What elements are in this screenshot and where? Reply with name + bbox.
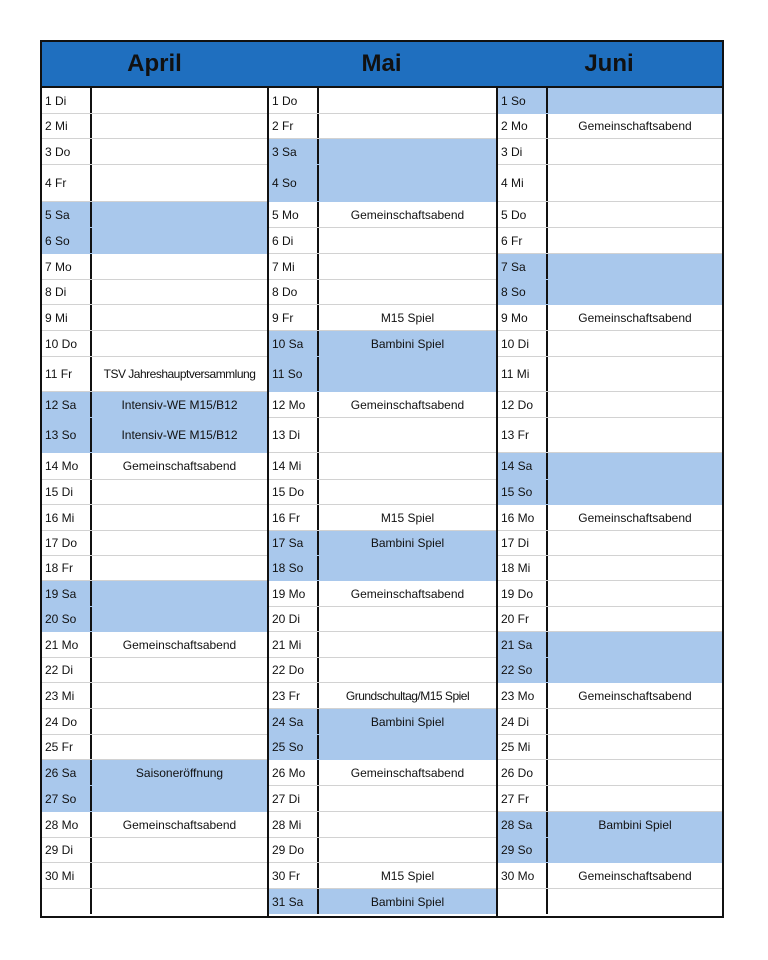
day-label: 23 Mi [45,688,75,703]
calendar-row [42,863,267,889]
calendar-row [498,254,722,280]
day-label: 25 So [272,740,304,754]
day-label: 27 Fr [501,791,530,806]
calendar-row [269,357,496,392]
day-label: 3 Sa [272,144,297,159]
day-label: 21 Mi [272,637,302,652]
calendar-row [498,556,722,581]
day-label: 25 Fr [45,740,74,754]
calendar-row [269,889,496,914]
day-label: 17 Sa [272,536,304,550]
calendar-row [269,202,496,228]
day-label: 17 Do [45,536,78,550]
calendar-row [269,331,496,357]
day-label: 12 Sa [45,397,77,412]
day-label: 19 Mo [272,586,306,601]
day-label: 12 Mo [272,397,306,412]
event-cell [546,607,722,631]
calendar-row [269,228,496,254]
calendar-row [42,202,267,228]
event-cell [90,88,267,113]
day-label: 11 Mi [501,367,530,381]
calendar-row [269,735,496,760]
event-cell: Grundschultag/M15 Spiel [317,683,496,708]
calendar-row [42,228,267,254]
event-cell [546,228,722,253]
calendar-row [42,683,267,709]
day-label: 7 Mi [272,259,295,274]
day-label: 26 Sa [45,765,77,780]
event-cell: Bambini Spiel [546,812,722,837]
day-label: 13 So [45,428,77,442]
day-label: 21 Sa [501,637,533,652]
event-cell [546,392,722,417]
event-cell [90,709,267,734]
event-cell: M15 Spiel [317,305,496,330]
calendar-row [498,228,722,254]
calendar-row [269,531,496,556]
day-label: 18 Mi [501,561,531,575]
event-cell [90,331,267,356]
event-cell: Gemeinschaftsabend [90,812,267,837]
event-cell: Bambini Spiel [317,889,496,914]
day-label: 12 Do [501,397,534,412]
event-cell: Intensiv-WE M15/B12 [90,392,267,417]
calendar-row [42,889,267,914]
day-label: 17 Di [501,536,530,550]
calendar-row [269,480,496,505]
calendar-row [269,165,496,202]
calendar-row [498,735,722,760]
event-cell: Bambini Spiel [317,531,496,555]
event-cell [317,357,496,391]
day-label: 15 Di [45,485,74,499]
calendar-row [269,392,496,418]
calendar-row [269,139,496,165]
day-label: 26 Do [501,765,534,780]
calendar-row [42,88,267,114]
calendar-row [42,139,267,165]
event-cell [546,280,722,304]
calendar-row [269,683,496,709]
event-cell: Gemeinschaftsabend [546,683,722,708]
day-label: 19 Do [501,586,534,601]
day-label [498,889,546,914]
event-cell [90,254,267,279]
calendar-row [498,88,722,114]
day-label: 10 Di [501,336,530,351]
event-cell: Gemeinschaftsabend [546,505,722,530]
calendar-row [498,165,722,202]
day-label: 8 Di [45,285,67,299]
calendar-row [498,838,722,863]
calendar-row [269,812,496,838]
calendar-row [498,305,722,331]
calendar-row [498,607,722,632]
event-cell [90,305,267,330]
event-cell [317,114,496,138]
calendar-row [498,581,722,607]
event-cell [546,531,722,555]
day-label: 8 Do [272,285,298,299]
calendar-row [269,114,496,139]
calendar-row [42,280,267,305]
event-cell [546,453,722,479]
event-cell [317,556,496,580]
calendar-row [498,786,722,812]
calendar-row [498,202,722,228]
calendar-row [42,114,267,139]
day-label: 10 Sa [272,336,304,351]
calendar-row [42,735,267,760]
calendar-row [269,505,496,531]
calendar-row [42,760,267,786]
day-label: 28 Mo [45,817,79,832]
calendar-row [42,709,267,735]
day-label: 31 Sa [272,894,304,909]
calendar-row [269,418,496,453]
day-label: 4 So [272,176,297,190]
day-label: 30 Mo [501,868,535,883]
calendar-row [269,88,496,114]
event-cell [90,556,267,580]
event-cell [317,786,496,811]
calendar-row [42,418,267,453]
event-cell [317,228,496,253]
event-cell [90,838,267,862]
calendar-row [42,531,267,556]
event-cell: Gemeinschaftsabend [546,114,722,138]
event-cell [90,786,267,811]
calendar-row [498,480,722,505]
event-cell: M15 Spiel [317,505,496,530]
event-cell [317,453,496,479]
calendar-row [498,114,722,139]
event-cell [90,280,267,304]
event-cell [317,165,496,201]
event-cell: Gemeinschaftsabend [546,863,722,888]
event-cell [317,139,496,164]
day-label: 23 Mo [501,688,535,703]
day-label: 30 Fr [272,868,301,883]
day-label: 5 Mo [272,207,299,222]
event-cell: Gemeinschaftsabend [90,453,267,479]
calendar-row [42,254,267,280]
calendar-row [498,531,722,556]
event-cell [546,88,722,113]
day-label: 7 Mo [45,259,72,274]
calendar-row [42,305,267,331]
day-label: 26 Mo [272,765,306,780]
day-label: 27 Di [272,791,301,806]
event-cell [546,202,722,227]
day-label: 9 Fr [272,310,294,325]
calendar-row [269,658,496,683]
calendar-row [42,838,267,863]
calendar-row [269,453,496,480]
event-cell [546,418,722,452]
day-label: 2 Mo [501,119,528,133]
event-cell [546,658,722,682]
day-label: 6 So [45,233,70,248]
event-cell [546,556,722,580]
day-label: 5 Sa [45,207,70,222]
calendar-row [269,786,496,812]
day-label: 19 Sa [45,586,77,601]
calendar-row [498,683,722,709]
day-label: 20 Fr [501,612,530,626]
event-cell [317,418,496,452]
event-cell: Gemeinschaftsabend [90,632,267,657]
month-column-mai [267,88,496,916]
day-label: 18 So [272,561,304,575]
day-label: 18 Fr [45,561,74,575]
calendar-row [498,632,722,658]
calendar-row [269,280,496,305]
day-label: 2 Mi [45,119,68,133]
day-label: 14 Mo [45,459,79,473]
day-label: 8 So [501,285,526,299]
day-label: 25 Mi [501,740,531,754]
event-cell [90,202,267,227]
calendar-row [42,632,267,658]
calendar-row [269,607,496,632]
event-cell [317,280,496,304]
event-cell [90,581,267,606]
event-cell [546,786,722,811]
day-label: 22 Di [45,663,74,677]
event-cell: Bambini Spiel [317,709,496,734]
calendar-row [498,331,722,357]
day-label: 1 So [501,93,526,108]
calendar-row [269,254,496,280]
day-label: 3 Do [45,144,71,159]
event-cell [317,632,496,657]
calendar-row [498,863,722,889]
event-cell: M15 Spiel [317,863,496,888]
day-label: 11 Fr [45,367,73,381]
day-label: 29 So [501,843,533,857]
day-label: 20 So [45,612,77,626]
calendar-row [42,357,267,392]
calendar-row [498,889,722,914]
event-cell [546,165,722,201]
event-cell [546,760,722,785]
day-label: 1 Do [272,93,298,108]
calendar-row [498,139,722,165]
day-label: 14 Sa [501,459,533,473]
event-cell [317,812,496,837]
event-cell [90,607,267,631]
event-cell [546,139,722,164]
calendar-row [42,392,267,418]
calendar-row [42,786,267,812]
calendar-row [42,453,267,480]
calendar-row [498,392,722,418]
event-cell [546,709,722,734]
day-label: 28 Mi [272,817,302,832]
calendar-row [498,812,722,838]
day-label: 16 Mo [501,510,535,525]
event-cell [546,331,722,356]
calendar-row [269,305,496,331]
header-juni: Juni [496,42,722,88]
day-label: 13 Di [272,428,301,442]
day-label: 15 So [501,485,533,499]
calendar-row [269,863,496,889]
calendar-row [269,838,496,863]
day-label: 15 Do [272,485,305,499]
event-cell [90,228,267,253]
day-label: 6 Di [272,233,294,248]
event-cell [90,735,267,759]
calendar-row [498,658,722,683]
day-label: 3 Di [501,144,523,159]
header-april: April [42,42,267,88]
calendar-row [498,505,722,531]
day-label: 24 Do [45,714,78,729]
event-cell [546,357,722,391]
calendar-row [42,581,267,607]
event-cell [546,838,722,862]
calendar-row [42,505,267,531]
day-label: 10 Do [45,336,78,351]
day-label: 20 Di [272,612,301,626]
event-cell [546,735,722,759]
calendar-row [42,658,267,683]
month-column-juni [496,88,722,916]
header-mai: Mai [267,42,496,88]
event-cell [90,480,267,504]
day-label: 4 Fr [45,176,67,190]
day-label: 11 So [272,367,303,381]
event-cell: TSV Jahreshauptversammlung [90,357,267,391]
calendar-row [42,556,267,581]
day-label: 9 Mi [45,310,68,325]
calendar-table [40,40,724,918]
event-cell: Intensiv-WE M15/B12 [90,418,267,452]
day-label: 29 Di [45,843,74,857]
calendar-row [42,165,267,202]
day-label [42,889,90,914]
event-cell [546,632,722,657]
calendar-row [269,556,496,581]
calendar-row [269,581,496,607]
day-label: 21 Mo [45,637,79,652]
calendar-row [498,760,722,786]
day-label: 4 Mi [501,176,524,190]
calendar-row [498,357,722,392]
day-label: 24 Di [501,714,530,729]
event-cell [317,88,496,113]
calendar-row [42,480,267,505]
event-cell: Gemeinschaftsabend [317,581,496,606]
day-label: 2 Fr [272,119,294,133]
day-label: 24 Sa [272,714,304,729]
event-cell [546,581,722,606]
day-label: 30 Mi [45,868,75,883]
event-cell [90,139,267,164]
calendar-row [498,709,722,735]
event-cell [546,889,722,914]
day-label: 1 Di [45,93,67,108]
event-cell [317,658,496,682]
event-cell: Gemeinschaftsabend [546,305,722,330]
event-cell [90,114,267,138]
event-cell: Bambini Spiel [317,331,496,356]
day-label: 16 Fr [272,510,301,525]
day-label: 5 Do [501,207,527,222]
month-column-april [42,88,267,916]
event-cell [90,863,267,888]
day-label: 28 Sa [501,817,533,832]
event-cell [317,480,496,504]
calendar-row [42,812,267,838]
event-cell [317,254,496,279]
event-cell [317,607,496,631]
day-label: 14 Mi [272,459,302,473]
event-cell [317,735,496,759]
event-cell: Gemeinschaftsabend [317,760,496,785]
day-label: 29 Do [272,843,305,857]
event-cell [90,165,267,201]
event-cell: Saisoneröffnung [90,760,267,785]
calendar-row [498,418,722,453]
event-cell [546,480,722,504]
event-cell [90,658,267,682]
calendar-row [498,453,722,480]
calendar-row [269,632,496,658]
calendar-row [269,760,496,786]
event-cell [90,505,267,530]
day-label: 22 Do [272,663,305,677]
day-label: 27 So [45,791,77,806]
event-cell [90,683,267,708]
day-label: 16 Mi [45,510,75,525]
day-label: 13 Fr [501,428,530,442]
day-label: 22 So [501,663,533,677]
event-cell [317,838,496,862]
event-cell: Gemeinschaftsabend [317,392,496,417]
calendar-row [269,709,496,735]
event-cell [90,531,267,555]
event-cell: Gemeinschaftsabend [317,202,496,227]
day-label: 7 Sa [501,259,526,274]
day-label: 6 Fr [501,233,523,248]
event-cell [90,889,267,914]
event-cell [546,254,722,279]
day-label: 9 Mo [501,310,528,325]
calendar-row [42,331,267,357]
calendar-row [498,280,722,305]
day-label: 23 Fr [272,688,301,703]
calendar-row [42,607,267,632]
